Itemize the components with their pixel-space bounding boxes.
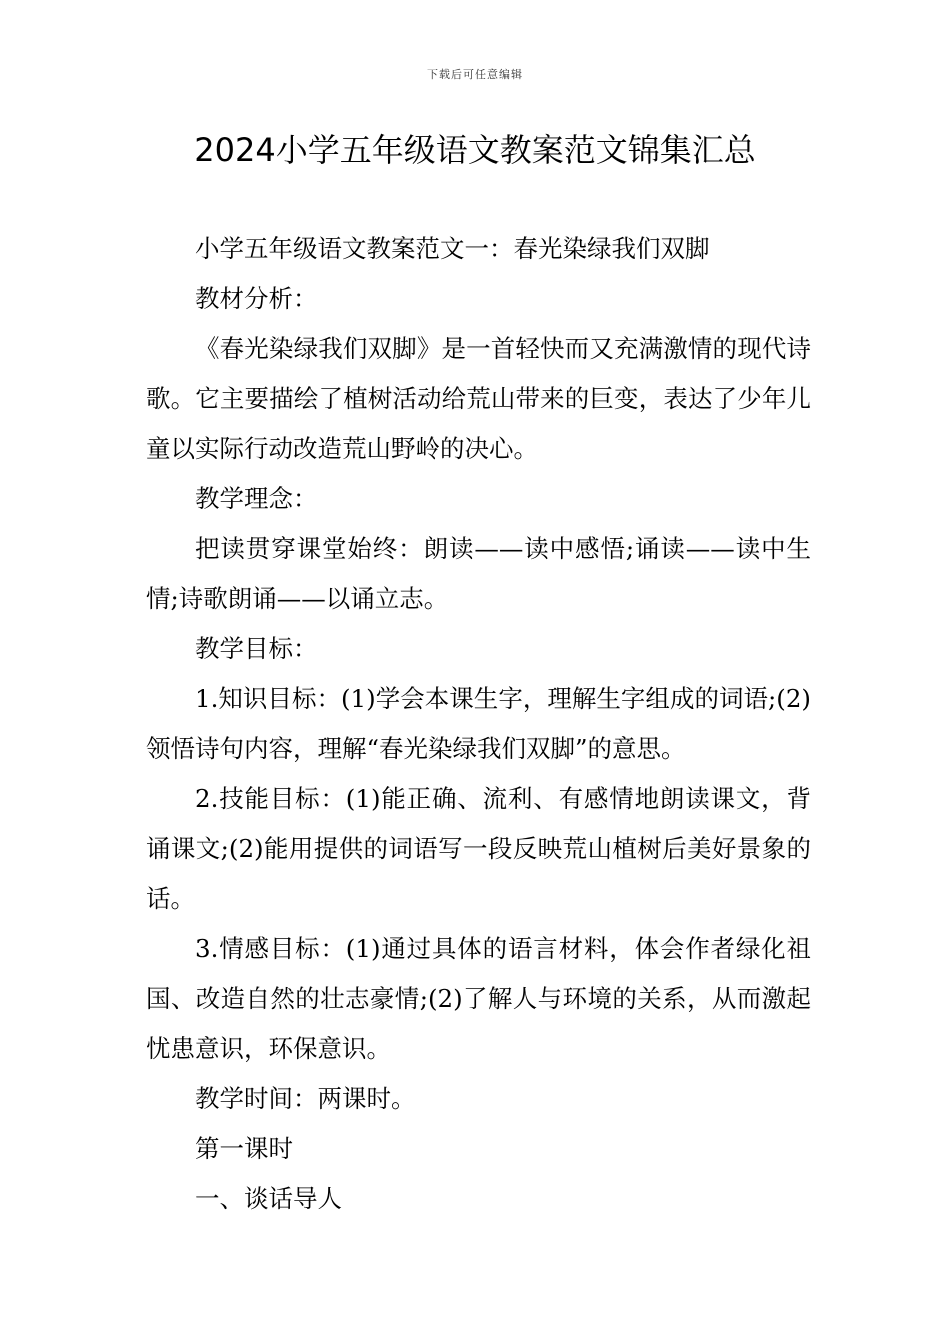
paragraph-goal-skill: 2.技能目标：(1)能正确、流利、有感情地朗读课文，背诵课文;(2)能用提供的词语写一段反映荒山植树后美好景象的话。: [146, 784, 811, 913]
paragraph-teaching-time: 教学时间：两课时。: [195, 1084, 416, 1113]
subheading-teaching-concept: 教学理念：: [195, 484, 318, 513]
subheading-material-analysis: 教材分析：: [195, 284, 318, 313]
subheading-teaching-goals: 教学目标：: [195, 634, 318, 663]
subheading-first-lesson: 第一课时: [195, 1134, 293, 1163]
document-body: [146, 224, 811, 1224]
page-header-note: 下载后可任意编辑: [427, 68, 523, 81]
paragraph-goal-knowledge: 1.知识目标：(1)学会本课生字，理解生字组成的词语;(2)领悟诗句内容，理解“春光染绿我们双脚”的意思。: [146, 684, 811, 763]
paragraph-teaching-concept: 把读贯穿课堂始终：朗读——读中感悟;诵读——读中生情;诗歌朗诵——以诵立志。: [146, 534, 811, 613]
paragraph-goal-emotion: 3.情感目标：(1)通过具体的语言材料，体会作者绿化祖国、改造自然的壮志豪情;(2)了解人与环境的关系，从而激起忧患意识，环保意识。: [146, 934, 811, 1063]
subheading-introduction: 一、谈话导人: [195, 1184, 342, 1213]
document-title: 2024小学五年级语文教案范文锦集汇总: [194, 131, 756, 169]
section-heading: 小学五年级语文教案范文一：春光染绿我们双脚: [195, 234, 710, 263]
paragraph-material-analysis: 《春光染绿我们双脚》是一首轻快而又充满激情的现代诗歌。它主要描绘了植树活动给荒山带来的巨变，表达了少年儿童以实际行动改造荒山野岭的决心。: [146, 334, 811, 463]
